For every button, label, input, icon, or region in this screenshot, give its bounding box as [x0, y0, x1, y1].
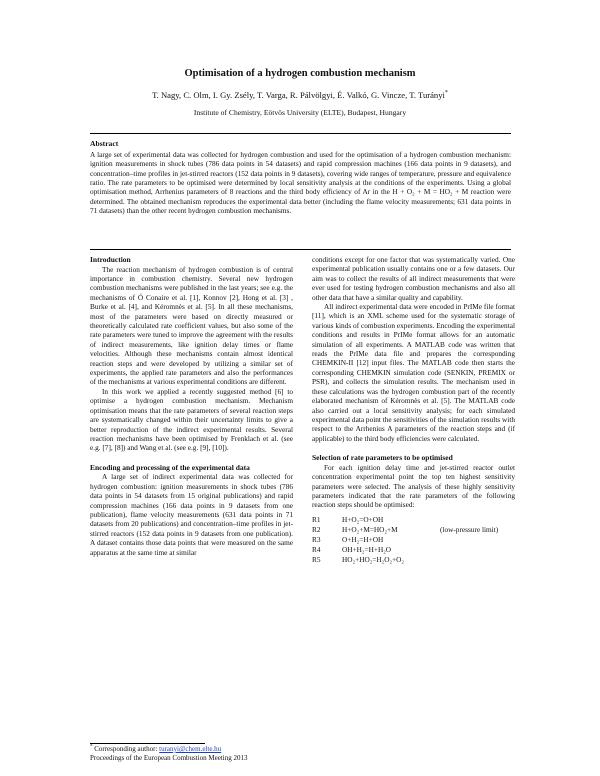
- author-list: [0, 90, 600, 100]
- proceedings-line: Proceedings of the European Combustion Meeting 2013: [90, 754, 248, 762]
- corresponding-author-footnote: [90, 745, 247, 754]
- reaction-equation: H+O₂+M=HO₂+M: [342, 524, 398, 534]
- encoding-heading: Encoding and processing of the experimental data: [90, 462, 250, 472]
- introduction-paragraph-1: The reaction mechanism of hydrogen combustion is of central importance in combustion chemistry. Several new hydrogen combustion mechanisms were published in the last years; see e.g. the mechanisms of Ó Conaire et al. [1], Konnov [2], Hong et al. [3] , Burke et al. [4], and Kéromnès et al. [5]. In all these mechanisms, most of the parameters were based on directly measured or theoretically calculated rate coefficient values, but also some of the rate parameters were tuned to improve the agreement with the results of indirect measurements, like ignition delay times or flame velocities. Although these mechanisms contain almost identical reaction steps and were developed by utilizing a similar set of experiments, the applied rate parameters and also the performances of the mechanisms at various experimental conditions are different.: [90, 264, 293, 387]
- footnote-mark: *: [90, 744, 93, 750]
- reaction-equation: O+H₂=H+OH: [342, 534, 384, 544]
- right-column: [312, 255, 515, 565]
- reaction-id: R5: [312, 554, 321, 564]
- encoding-paragraph-1-continued: conditions except for one factor that was systematically varied. One experimental publication usually contains one or a few datasets. Our aim was to collect the results of all indirect measurements that were ever used for testing hydrogen combustion mechanisms and also all other data that have a similar quality and capability.: [312, 255, 515, 302]
- reaction-list: [312, 515, 515, 565]
- introduction-heading: Introduction: [90, 255, 131, 264]
- introduction-paragraph-2: In this work we applied a recently suggested method [6] to optimise a hydrogen combustion mechanism. Mechanism optimisation means that the rate parameters of several reaction steps are systematically changed within their uncertainty limits to give a better reproduction of the indirect experimental results. Several reaction mechanisms have been optimised by Frenklach et al. (see e.g. [7], [8]) and Wang et al. (see e.g. [9], [10]).: [90, 386, 293, 453]
- selection-paragraph-1: For each ignition delay time and jet-stirred reactor outlet concentration experimental point the top ten highest sensitivity parameters were selected. The analysis of these highly sensitivity parameters indicated that the rate parameters of the following reaction steps should be optimised:: [312, 462, 515, 510]
- reaction-row: [312, 525, 515, 535]
- author-email-link[interactable]: turanyi@chem.elte.hu: [159, 745, 222, 753]
- reaction-id: R3: [312, 534, 321, 544]
- reaction-note: (low-pressure limit): [440, 524, 499, 534]
- abstract-heading: Abstract: [90, 139, 119, 148]
- footnote-label: Corresponding author:: [94, 745, 160, 753]
- corresponding-author-mark: *: [444, 90, 448, 97]
- footnote: [90, 745, 247, 763]
- reaction-row: [312, 555, 515, 565]
- abstract-bottom-rule: [90, 249, 511, 250]
- reaction-id: R4: [312, 544, 321, 554]
- reaction-id: R2: [312, 524, 321, 534]
- reaction-equation: HO₂+HO₂=H₂O₂+O₂: [342, 554, 404, 564]
- reaction-id: R1: [312, 514, 321, 524]
- reaction-row: [312, 545, 515, 555]
- abstract-top-rule: [90, 133, 511, 134]
- selection-heading: Selection of rate parameters to be optimised: [312, 453, 453, 463]
- reaction-row: [312, 515, 515, 525]
- footnote-rule: [90, 743, 205, 744]
- reaction-row: [312, 535, 515, 545]
- paper-title: Optimisation of a hydrogen combustion mechanism: [184, 68, 416, 79]
- reaction-equation: OH+H₂=H+H₂O: [342, 544, 392, 554]
- author-names: T. Nagy, C. Olm, I. Gy. Zsély, T. Varga, R. Pálvölgyi, É. Valkó, G. Vincze, T. Turányi: [152, 90, 445, 100]
- abstract-text: A large set of experimental data was collected for hydrogen combustion and used for the optimisation of a hydrogen combustion mechanism: ignition measurements in shock tubes (786 data points in 54 datasets) and rapid compression machines (166 data points in 9 datasets), and concentration–time profiles in jet-stirred reactors (152 data points in 9 datasets), covering wide ranges of temperature, pressure and equivalence ratio. The rate parameters to be optimised were determined by local sensitivity analysis at the conditions of the experiments. Using a global optimisation method, Arrhenius parameters of 8 reactions and the third body efficiency of Ar in the H + O₂ + M = HO₂ + M reaction were determined. The obtained mechanism reproduces the experimental data better (including the flame velocity measurements; 631 data points in 71 datasets) than the other recent hydrogen combustion mechanisms.: [90, 150, 511, 216]
- reaction-equation: H+O₂=O+OH: [342, 514, 384, 524]
- left-column: [90, 255, 293, 557]
- affiliation: Institute of Chemistry, Eötvös University (ELTE), Budapest, Hungary: [193, 108, 407, 117]
- encoding-paragraph-2: All indirect experimental data were encoded in PrIMe file format [11], which is an XML scheme used for the systematic storage of various kinds of combustion experiments. Encoding the experimental conditions and results in PrIMe format allows for an automatic simulation of all experiments. A MATLAB code was written that reads the PrIMe data file and prepares the corresponding CHEMKIN-II [12] input files. The MATLAB code then starts the corresponding CHEMKIN simulation code (SENKIN, PREMIX or PSR), and collects the simulation results. The mechanism used in these calculations was the hydrogen combustion part of the recently elaborated mechanism of Kéromnès et al. [5]. The MATLAB code also carried out a local sensitivity analysis; for each simulated experimental data point the sensitivities of the simulation results with respect to the Arrhenius A parameters of the reaction steps and (if applicable) to the third body efficiencies were calculated.: [312, 302, 515, 443]
- encoding-paragraph-1: A large set of indirect experimental data was collected for hydrogen combustion: ignition measurements in shock tubes (786 data points in 54 datasets from 15 original publications) and rapid compression machines (166 data points in 9 datasets from one publication), flame velocity measurements (631 data points in 71 datasets from 20 publications) and concentration–time profiles in jet-stirred reactors (152 data points in 9 datasets from one publication). A dataset contains those data points that were measured on the same apparatus at the same time at similar: [90, 472, 293, 557]
